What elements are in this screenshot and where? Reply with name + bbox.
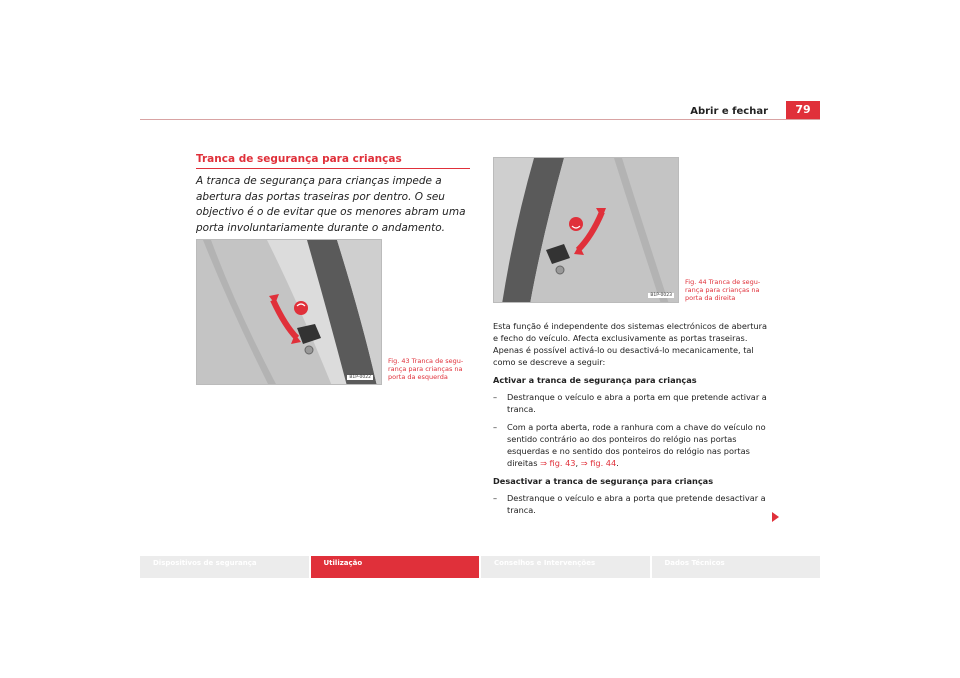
fig-43-link[interactable]: ⇒ fig. 43 <box>540 458 576 468</box>
section-divider <box>196 168 470 169</box>
footer-nav <box>140 556 820 578</box>
door-illustration-left <box>197 240 382 385</box>
figure-44-image <box>493 157 679 303</box>
header-divider <box>140 119 820 120</box>
figure-44-code: B1P-0023 <box>650 293 672 298</box>
door-illustration-right <box>494 158 679 303</box>
list-dash: – <box>493 493 498 503</box>
figure-43-code: B1P-0022 <box>349 375 371 380</box>
figure-43-caption: Fig. 43 Tranca de segu-rança para crianças na porta da esquerda <box>388 357 464 381</box>
body-text <box>493 320 773 522</box>
figure-44-caption: Fig. 44 Tranca de segu-rança para crianças na porta da direita <box>685 278 761 302</box>
list-item-text: Destranque o veículo e abra a porta em que pretende activar a tranca. <box>507 392 767 414</box>
footer-tab-dados-tecnicos[interactable]: Dados Técnicos <box>652 556 821 578</box>
chapter-title: Abrir e fechar <box>690 106 768 117</box>
footer-tab-dispositivos[interactable]: Dispositivos de segurança <box>140 556 309 578</box>
list-item <box>493 421 773 469</box>
activate-heading: Activar a tranca de segurança para crianças <box>493 375 697 385</box>
list-item <box>493 391 773 415</box>
footer-tab-utilizacao[interactable]: Utilização <box>311 556 480 578</box>
fig-44-link[interactable]: ⇒ fig. 44 <box>580 458 617 468</box>
section-intro: A tranca de segurança para crianças impede a abertura das portas traseiras por dentro. O seu objectivo é o de evitar que os menores abram uma porta involuntariamente durante o andamento. <box>196 175 466 234</box>
list-item-text: Destranque o veículo e abra a porta que pretende desactivar a tranca. <box>507 493 766 515</box>
ref-separator: , <box>575 458 581 468</box>
footer-tab-conselhos[interactable]: Conselhos e Intervenções <box>481 556 650 578</box>
continue-arrow-icon <box>772 512 779 522</box>
list-dash: – <box>493 422 498 432</box>
body-paragraph: Esta função é independente dos sistemas electrónicos de abertura e fecho do veículo. Afecta exclusivamente as portas traseiras. Apenas é possível activá-lo ou desactivá-lo mecanicamente, tal como se descreve a seguir: <box>493 321 768 367</box>
list-item <box>493 492 773 516</box>
ref-end: . <box>616 458 619 468</box>
list-dash: – <box>493 392 498 402</box>
figure-43-image <box>196 239 382 385</box>
deactivate-heading: Desactivar a tranca de segurança para crianças <box>493 476 714 486</box>
list-item-text: Com a porta aberta, rode a ranhura com a chave do veículo no sentido contrário ao dos ponteiros do relógio nas portas esquerdas e no sentido dos ponteiros do relógio nas portas direitas <box>507 422 766 468</box>
section-title: Tranca de segurança para crianças <box>196 153 402 165</box>
page-number: 79 <box>786 101 820 119</box>
